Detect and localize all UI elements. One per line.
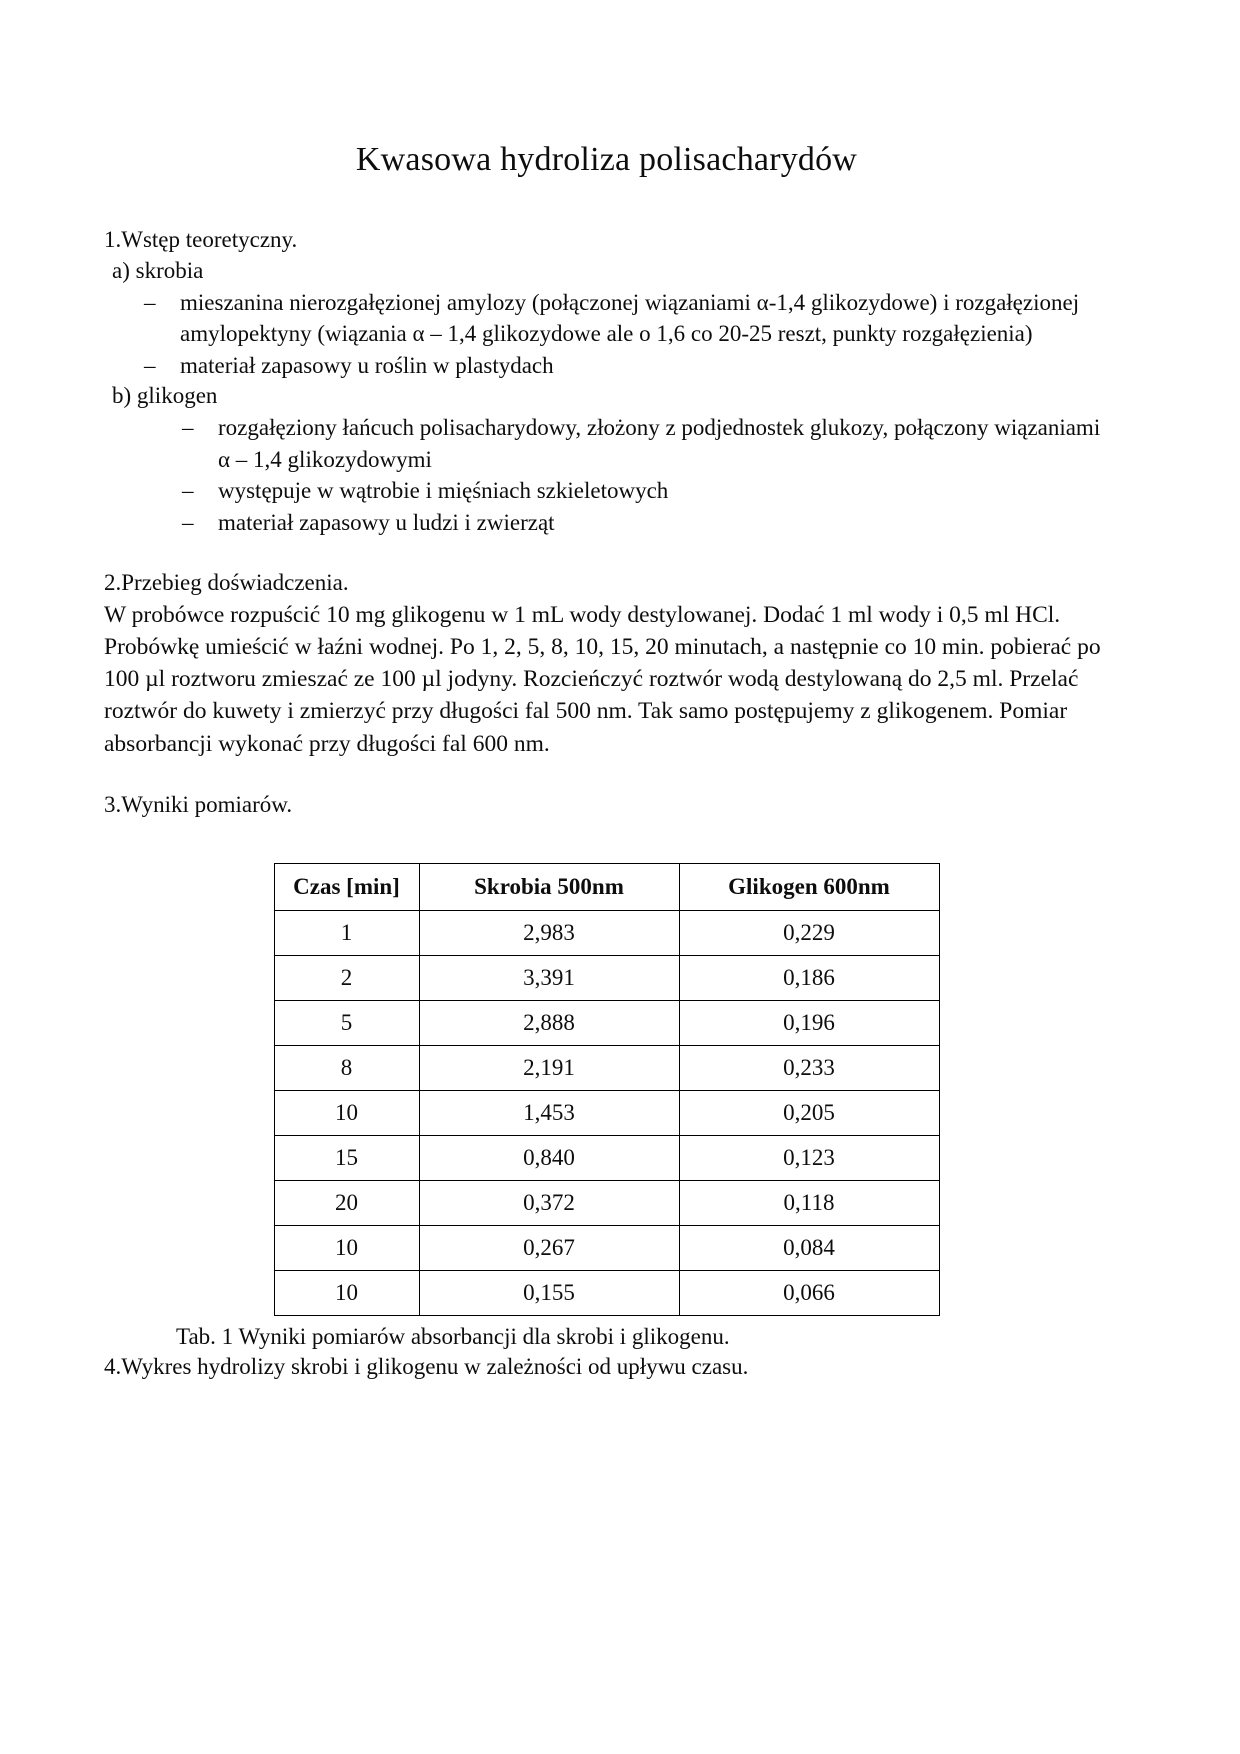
cell-glycogen: 0,084: [679, 1225, 939, 1270]
cell-starch: 0,155: [419, 1270, 679, 1315]
cell-starch: 2,191: [419, 1045, 679, 1090]
cell-starch: 2,983: [419, 910, 679, 955]
table-row: [274, 1225, 939, 1270]
cell-starch: 0,267: [419, 1225, 679, 1270]
cell-glycogen: 0,066: [679, 1270, 939, 1315]
cell-starch: 0,840: [419, 1135, 679, 1180]
section-heading-2: 2.Przebieg doświadczenia.: [104, 570, 349, 596]
subsection-label-a: a) skrobia: [112, 257, 204, 283]
cell-time: 10: [274, 1270, 419, 1315]
skrobia-bullet-list: [144, 287, 1109, 382]
cell-glycogen: 0,118: [679, 1180, 939, 1225]
list-item: [144, 287, 1109, 350]
page-title: Kwasowa hydroliza polisacharydów: [355, 141, 858, 178]
column-header-time: Czas [min]: [274, 863, 419, 910]
list-item-text: występuje w wątrobie i mięśniach szkieletowych: [218, 478, 669, 504]
subsection-label-b: b) glikogen: [112, 383, 218, 409]
dash-icon: –: [182, 478, 194, 504]
dash-icon: –: [144, 352, 156, 378]
cell-glycogen: 0,205: [679, 1090, 939, 1135]
cell-starch: 0,372: [419, 1180, 679, 1225]
table-caption: Tab. 1 Wyniki pomiarów absorbancji dla skrobi i glikogenu.: [176, 1323, 730, 1349]
table-row: [274, 1045, 939, 1090]
table-row: [274, 1090, 939, 1135]
section-heading-3: 3.Wyniki pomiarów.: [104, 791, 293, 817]
spacer: [104, 760, 1109, 790]
dash-icon: –: [182, 415, 194, 441]
cell-glycogen: 0,196: [679, 1000, 939, 1045]
dash-icon: –: [182, 509, 194, 535]
table-body: [274, 910, 939, 1315]
list-item: [182, 507, 1109, 539]
cell-glycogen: 0,233: [679, 1045, 939, 1090]
cell-starch: 1,453: [419, 1090, 679, 1135]
cell-glycogen: 0,123: [679, 1135, 939, 1180]
cell-time: 8: [274, 1045, 419, 1090]
procedure-paragraph: W probówce rozpuścić 10 mg glikogenu w 1 mL wody destylowanej. Dodać 1 ml wody i 0,5 ml HCl. Probówkę umieścić w łaźni wodnej. Po 1, 2, 5, 8, 10, 15, 20 minutach, a następnie co 10 min. pobierać po 100 µl roztworu zmieszać ze 100 µl jodyny. Rozcieńczyć roztwór wodą destylowaną do 2,5 ml. Przelać roztwór do kuwety i zmierzyć przy długości fal 500 nm. Tak samo postępujemy z glikogenem. Pomiar absorbancji wykonać przy długości fal 600 nm.: [104, 601, 1101, 757]
results-table: [274, 863, 940, 1316]
list-item-text: materiał zapasowy u ludzi i zwierząt: [218, 509, 555, 535]
section-heading-4: 4.Wykres hydrolizy skrobi i glikogenu w zależności od upływu czasu.: [104, 1353, 749, 1379]
list-item-text: rozgałęziony łańcuch polisacharydowy, złożony z podjednostek glukozy, połączony wiązaniami α – 1,4 glikozydowymi: [218, 415, 1101, 472]
cell-time: 20: [274, 1180, 419, 1225]
table-row: [274, 1180, 939, 1225]
cell-starch: 2,888: [419, 1000, 679, 1045]
table-row: [274, 910, 939, 955]
cell-time: 1: [274, 910, 419, 955]
spacer: [104, 538, 1109, 568]
document-content: [104, 140, 1109, 1382]
table-row: [274, 955, 939, 1000]
cell-time: 15: [274, 1135, 419, 1180]
dash-icon: –: [144, 289, 156, 315]
list-item: [182, 412, 1109, 475]
list-item-text: mieszanina nierozgałęzionej amylozy (połączonej wiązaniami α-1,4 glikozydowe) i rozgałęzionej amylopektyny (wiązania α – 1,4 glikozydowe ale o 1,6 co 20-25 reszt, punkty rozgałęzienia): [180, 289, 1080, 347]
table-row: [274, 1000, 939, 1045]
cell-time: 10: [274, 1225, 419, 1270]
glikogen-bullet-list: [182, 412, 1109, 538]
table-row: [274, 1135, 939, 1180]
cell-time: 5: [274, 1000, 419, 1045]
cell-glycogen: 0,186: [679, 955, 939, 1000]
list-item: [182, 475, 1109, 507]
section-heading-1: 1.Wstęp teoretyczny.: [104, 227, 298, 253]
column-header-glycogen: Glikogen 600nm: [679, 863, 939, 910]
column-header-starch: Skrobia 500nm: [419, 863, 679, 910]
spacer: [104, 821, 1109, 863]
table-row: [274, 1270, 939, 1315]
cell-starch: 3,391: [419, 955, 679, 1000]
list-item-text: materiał zapasowy u roślin w plastydach: [180, 352, 554, 378]
cell-glycogen: 0,229: [679, 910, 939, 955]
list-item: [144, 350, 1109, 382]
cell-time: 10: [274, 1090, 419, 1135]
table-header-row: [274, 863, 939, 910]
cell-time: 2: [274, 955, 419, 1000]
